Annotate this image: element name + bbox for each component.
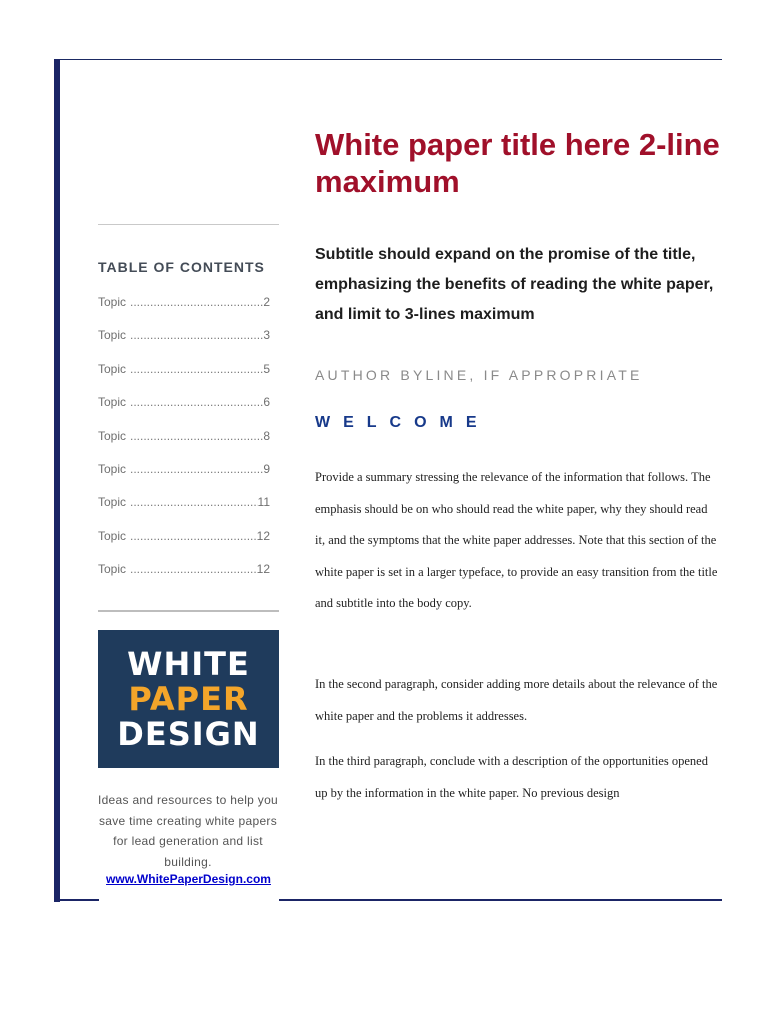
body-paragraph-2: In the second paragraph, consider adding more details about the relevance of the white paper and the problems it addresses. [315,677,718,723]
toc-entry[interactable] [98,295,270,328]
toc-entry-label: Topic [98,528,127,543]
toc-leader-dots [126,362,263,376]
toc-entry[interactable] [98,462,270,495]
toc-entry[interactable] [98,362,270,395]
toc-entry[interactable] [98,495,270,528]
toc-leader-dots [126,529,257,543]
toc-entry[interactable] [98,328,270,361]
author-byline: AUTHOR BYLINE, IF APPROPRIATE [315,367,643,383]
toc-leader-dots [126,562,257,576]
toc-leader-dots [126,395,263,409]
body-paragraph-1: Provide a summary stressing the relevance of the information that follows. The emphasis should be on who should read the white paper, why they should read it, and the symptoms that the white paper addresses. Note that this section of the white paper is set in a larger typeface, to provide an easy transition from the title and subtitle into the body copy. [315,470,718,611]
toc-entry-page: 2 [263,295,270,309]
sidebar-divider-bottom [98,610,279,612]
toc-entry-page: 12 [256,562,270,577]
toc-leader-dots [126,328,263,342]
logo-line-design: DESIGN [117,714,260,753]
white-paper-design-logo [98,630,279,768]
sidebar-blurb: Ideas and resources to help you save time creating white papers for lead generation and list building. [97,793,279,869]
toc-entry-page: 6 [263,395,270,410]
toc-leader-dots [126,462,263,476]
toc-entry[interactable] [98,529,270,562]
sidebar-divider-top [98,224,279,225]
frame-bottom-rule-right [279,899,722,901]
toc-leader-dots [126,495,258,509]
subtitle: Subtitle should expand on the promise of the title, emphasizing the benefits of reading the white paper, and limit to 3-lines maximum [315,246,714,323]
toc-entry-label: Topic [98,361,127,376]
toc-entry-page: 3 [263,328,270,343]
website-link[interactable]: www.WhitePaperDesign.com [106,872,271,886]
toc-entry-label: Topic [98,428,127,443]
toc-entry-page: 9 [263,461,270,476]
toc-entry[interactable] [98,562,270,595]
toc-entry-label: Topic [98,562,127,577]
frame-top-rule [54,59,722,60]
logo-line-paper: PAPER [128,679,249,718]
toc-heading: TABLE OF CONTENTS [98,259,265,275]
toc-entry-page: 5 [263,361,270,376]
body-paragraph-3: In the third paragraph, conclude with a description of the opportunities opened up by the information in the white paper. No previous design [315,754,708,800]
toc-entry[interactable] [98,395,270,428]
toc-entry-page: 12 [256,528,270,543]
toc-entry-label: Topic [98,461,127,476]
welcome-heading: WELCOME [315,414,490,431]
frame-left-bar [54,59,60,902]
logo-line-white: WHITE [127,644,250,683]
toc-entry[interactable] [98,429,270,462]
toc-entry-label: Topic [98,328,127,343]
toc-entry-page: 8 [263,428,270,443]
frame-bottom-rule-left [54,899,99,901]
toc-entry-label: Topic [98,495,127,510]
page-title: White paper title here 2-line maximum [315,127,720,199]
toc-entry-page: 11 [257,495,270,510]
table-of-contents [98,295,270,596]
toc-entry-label: Topic [98,395,127,410]
toc-leader-dots [126,295,263,309]
toc-entry-label: Topic [98,295,127,309]
toc-leader-dots [126,429,263,443]
